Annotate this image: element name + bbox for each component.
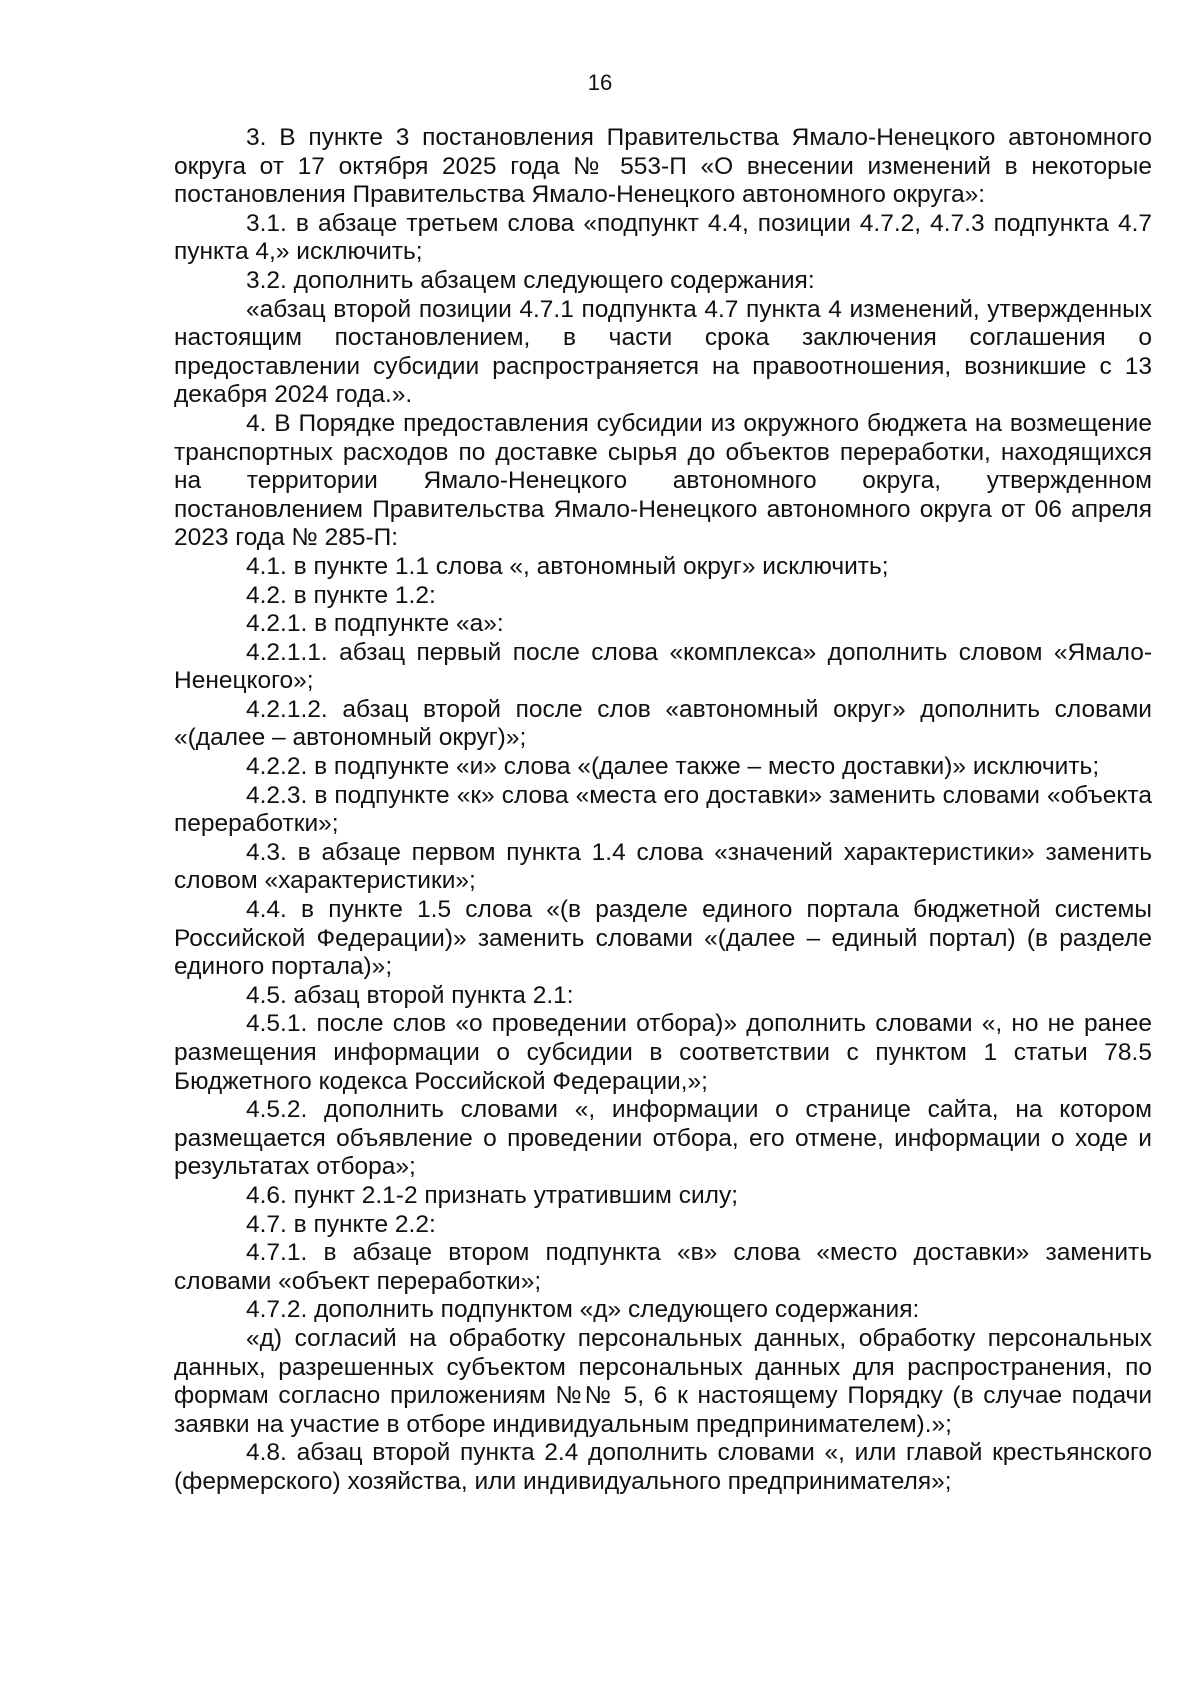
- paragraph-4-4: 4.4. в пункте 1.5 слова «(в разделе единого портала бюджетной системы Российской Федерации)» заменить словами «(далее – единый портал) (в разделе единого портала)»;: [174, 896, 1152, 981]
- paragraph-3-1: 3.1. в абзаце третьем слова «подпункт 4.4, позиции 4.7.2, 4.7.3 подпункта 4.7 пункта 4,» исключить;: [174, 209, 1152, 266]
- document-body: [174, 124, 1152, 1497]
- paragraph-4-2-2: 4.2.2. в подпункте «и» слова «(далее также – место доставки)» исключить;: [246, 753, 1100, 781]
- paragraph-4-5-2: 4.5.2. дополнить словами «, информации о странице сайта, на котором размещается объявление о проведении отбора, его отмене, информации о ходе и результатах отбора»;: [174, 1096, 1152, 1181]
- paragraph-4: 4. В Порядке предоставления субсидии из окружного бюджета на возмещение транспортных расходов по доставке сырья до объектов переработки, находящихся на территории Ямало-Ненецкого автономного округа, утвержденном постановлением Правительства Ямало-Ненецкого автономного округа от 06 апреля 2023 года № 285-П:: [174, 409, 1152, 552]
- paragraph-4-3: 4.3. в абзаце первом пункта 1.4 слова «значений характеристики» заменить словом «характеристики»;: [174, 838, 1152, 895]
- paragraph-4-2-1-2: 4.2.1.2. абзац второй после слов «автономный округ» дополнить словами «(далее – автономный округ)»;: [174, 695, 1152, 752]
- paragraph-4-6: 4.6. пункт 2.1-2 признать утратившим силу;: [246, 1181, 738, 1209]
- paragraph-3: 3. В пункте 3 постановления Правительства Ямало-Ненецкого автономного округа от 17 октября 2025 года № 553-П «О внесении изменений в некоторые постановления Правительства Ямало-Ненецкого автономного округа»:: [174, 124, 1152, 209]
- paragraph-4-7: 4.7. в пункте 2.2:: [246, 1210, 436, 1238]
- paragraph-4-5-1: 4.5.1. после слов «о проведении отбора)» дополнить словами «, но не ранее размещения информации о субсидии в соответствии с пунктом 1 статьи 78.5 Бюджетного кодекса Российской Федерации,»;: [174, 1010, 1152, 1095]
- paragraph-4-7-1: 4.7.1. в абзаце втором подпункта «в» слова «место доставки» заменить словами «объект переработки»;: [174, 1239, 1152, 1295]
- paragraph-4-7-2-quote: «д) согласий на обработку персональных данных, обработку персональных данных, разрешенных субъектом персональных данных для распространения, по формам согласно приложениям №№ 5, 6 к настоящему Порядку (в случае подачи заявки на участие в отборе индивидуальным предпринимателем).»;: [174, 1324, 1152, 1438]
- paragraph-4-5: 4.5. абзац второй пункта 2.1:: [246, 981, 574, 1009]
- paragraph-3-2: 3.2. дополнить абзацем следующего содержания:: [246, 266, 815, 294]
- paragraph-4-8: 4.8. абзац второй пункта 2.4 дополнить словами «, или главой крестьянского (фермерского) хозяйства, или индивидуального предпринимателя»;: [174, 1439, 1152, 1495]
- paragraph-4-7-2: 4.7.2. дополнить подпунктом «д» следующего содержания:: [246, 1296, 920, 1324]
- page-number: 16: [587, 70, 613, 95]
- paragraph-4-2-1-1: 4.2.1.1. абзац первый после слова «комплекса» дополнить словом «Ямало-Ненецкого»;: [174, 638, 1152, 695]
- paragraph-4-2: 4.2. в пункте 1.2:: [246, 581, 436, 609]
- paragraph-4-2-3: 4.2.3. в подпункте «к» слова «места его доставки» заменить словами «объекта переработки»;: [174, 781, 1152, 838]
- paragraph-4-2-1: 4.2.1. в подпункте «а»:: [246, 610, 504, 638]
- paragraph-3-2-quote: «абзац второй позиции 4.7.1 подпункта 4.7 пункта 4 изменений, утвержденных настоящим постановлением, в части срока заключения соглашения о предоставлении субсидии распространяется на правоотношения, возникшие с 13 декабря 2024 года.».: [174, 295, 1152, 409]
- paragraph-4-1: 4.1. в пункте 1.1 слова «, автономный округ» исключить;: [246, 552, 889, 580]
